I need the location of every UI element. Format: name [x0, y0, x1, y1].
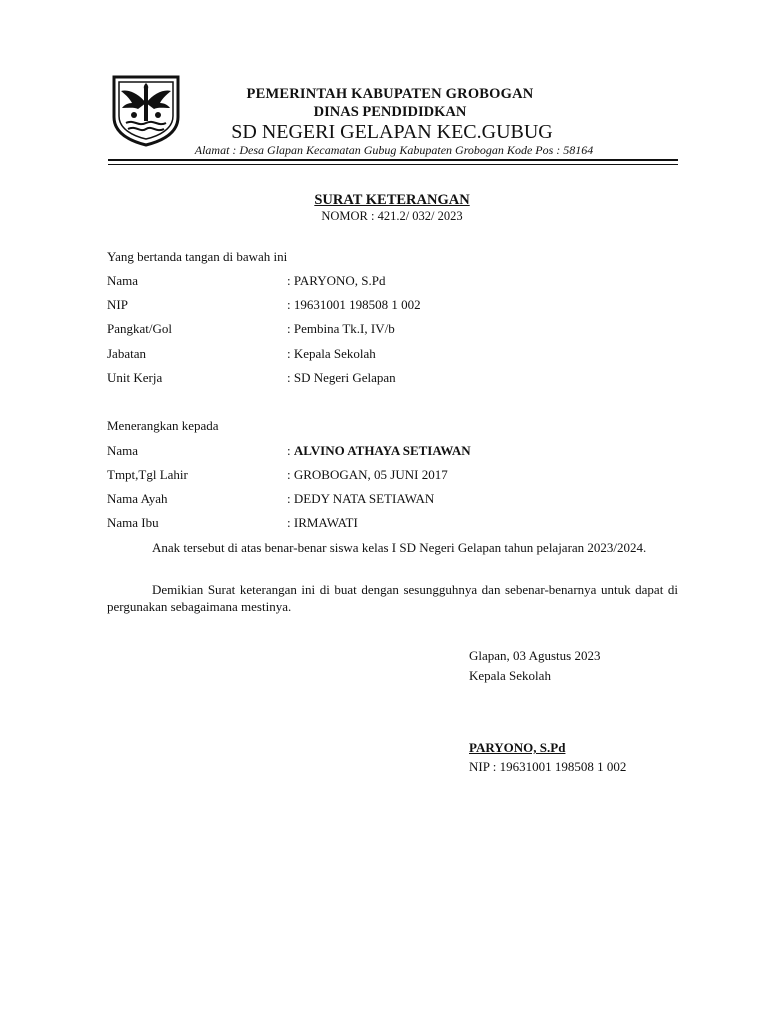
student-value-ttl: : GROBOGAN, 05 JUNI 2017 — [287, 467, 448, 482]
student-label-ttl: Tmpt,Tgl Lahir — [107, 467, 188, 482]
signer-nip: NIP : 19631001 198508 1 002 — [469, 759, 627, 774]
signatory-label-unit: Unit Kerja — [107, 370, 163, 385]
letter-number: NOMOR : 421.2/ 032/ 2023 — [321, 209, 463, 223]
signatory-label-nip: NIP — [107, 297, 128, 312]
signatory-value-jabatan: : Kepala Sekolah — [287, 346, 376, 361]
student-label-ibu: Nama Ibu — [107, 515, 159, 530]
student-colon: : — [287, 443, 294, 458]
student-label-nama: Nama — [107, 443, 139, 458]
student-value-nama — [287, 443, 471, 459]
kop-rule-thin — [108, 164, 678, 165]
student-name: ALVINO ATHAYA SETIAWAN — [293, 443, 471, 458]
kop-government: PEMERINTAH KABUPATEN GROBOGAN — [246, 86, 534, 102]
signatory-label-pangkat: Pangkat/Gol — [107, 321, 172, 336]
signer-name: PARYONO, S.Pd — [469, 740, 566, 755]
kop-department: DINAS PENDIDIDKAN — [313, 104, 467, 120]
paragraph-statement: Anak tersebut di atas benar-benar siswa kelas I SD Negeri Gelapan tahun pelajaran 2023/2024. — [152, 540, 647, 555]
signatory-value-nip: : 19631001 198508 1 002 — [287, 297, 421, 312]
signatory-intro: Yang bertanda tangan di bawah ini — [107, 249, 288, 264]
kop-address: Alamat : Desa Glapan Kecamatan Gubug Kabupaten Grobogan Kode Pos : 58164 — [194, 143, 594, 157]
student-intro: Menerangkan kepada — [107, 418, 219, 433]
grobogan-emblem-logo — [108, 73, 184, 147]
signatory-label-jabatan: Jabatan — [107, 346, 146, 361]
student-value-ayah: : DEDY NATA SETIAWAN — [287, 491, 435, 506]
signer-position: Kepala Sekolah — [469, 668, 551, 683]
paragraph-closing: Demikian Surat keterangan ini di buat dengan sesungguhnya dan sebenar-benarnya untuk dapat di pergunakan sebagaimana mestinya. — [107, 582, 678, 614]
letter-title: SURAT KETERANGAN — [314, 192, 470, 208]
signatory-value-unit: : SD Negeri Gelapan — [287, 370, 396, 385]
place-date: Glapan, 03 Agustus 2023 — [469, 648, 601, 663]
kop-rule-thick — [108, 159, 678, 161]
signatory-value-pangkat: : Pembina Tk.I, IV/b — [287, 321, 395, 336]
signatory-label-nama: Nama — [107, 273, 139, 288]
kop-school-name: SD NEGERI GELAPAN KEC.GUBUG — [231, 121, 553, 143]
student-label-ayah: Nama Ayah — [107, 491, 168, 506]
signatory-value-nama: : PARYONO, S.Pd — [287, 273, 386, 288]
student-value-ibu: : IRMAWATI — [287, 515, 358, 530]
